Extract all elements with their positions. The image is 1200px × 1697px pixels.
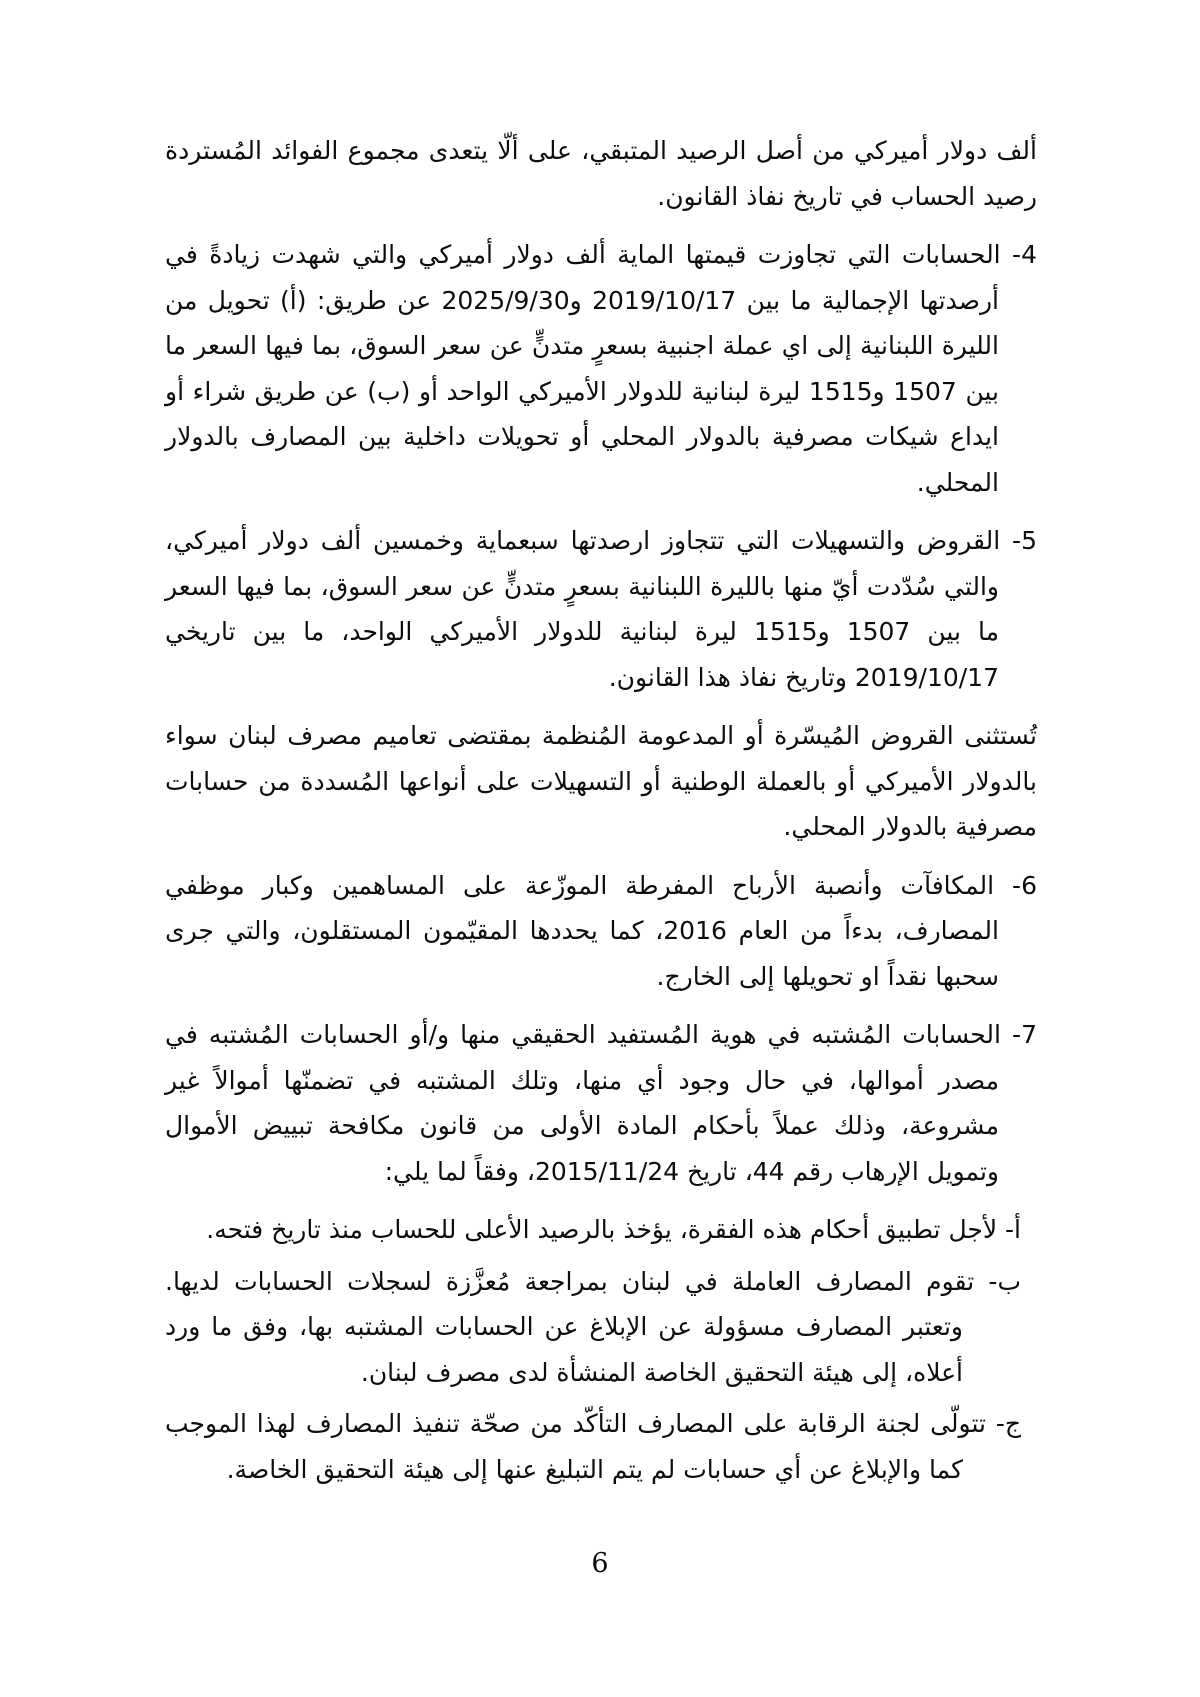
paragraph-exception: تُستثنى القروض المُيسّرة أو المدعومة المُنظمة بمقتضى تعاميم مصرف لبنان سواء بالدولار الأميركي أو بالعملة الوطنية أو التسهيلات على أنواعها المُسددة من حسابات مصرفية بالدولار المحلي. [165,721,1037,841]
sub-item-ba: ب- تقوم المصارف العاملة في لبنان بمراجعة مُعزَّزة لسجلات الحسابات لديها. وتعتبر المصارف مسؤولة عن الإبلاغ عن الحسابات المشتبه بها، وفق ما ورد أعلاه، إلى هيئة التحقيق الخاصة المنشأة لدى مصرف لبنان. [165,1266,1021,1387]
sub-item-alef: أ- لأجل تطبيق أحكام هذه الفقرة، يؤخذ بالرصيد الأعلى للحساب منذ تاريخ فتحه. [206,1215,1021,1244]
list-item-5: 5- القروض والتسهيلات التي تتجاوز ارصدتها سبعماية وخمسين ألف دولار أميركي، والتي سُدّدت أيّ منها بالليرة اللبنانية بسعرٍ متدنٍّ عن سعر السوق، بما فيها السعر ما بين 1507 و1515 ليرة لبنانية للدولار الأميركي الواحد، ما بين تاريخي 2019/10/17 وتاريخ نفاذ هذا القانون. [165,526,1037,692]
document-body [165,128,1037,1498]
page-number: 6 [591,1548,609,1579]
sub-item-jim: ج- تتولّى لجنة الرقابة على المصارف التأكّد من صحّة تنفيذ المصارف لهذا الموجب كما والإبلاغ عن أي حسابات لم يتم التبليغ عنها إلى هيئة التحقيق الخاصة. [165,1409,1021,1484]
list-item-7: 7- الحسابات المُشتبه في هوية المُستفيد الحقيقي منها و/أو الحسابات المُشتبه في مصدر أموالها، في حال وجود أي منها، وتلك المشتبه في تضمنّها أموالاً غير مشروعة، وذلك عملاً بأحكام المادة الأولى من قانون مكافحة تبييض الأموال وتمويل الإرهاب رقم 44، تاريخ 2015/11/24، وفقاً لما يلي: [165,1020,1037,1186]
list-item-4: 4- الحسابات التي تجاوزت قيمتها الماية ألف دولار أميركي والتي شهدت زيادةً في أرصدتها الإجمالية ما بين 2019/10/17 و2025/9/30 عن طريق: (أ) تحويل من الليرة اللبنانية إلى اي عملة اجنبية بسعرٍ متدنٍّ عن سعر السوق، بما فيها السعر ما بين 1507 و1515 ليرة لبنانية للدولار الأميركي الواحد أو (ب) عن طريق شراء أو ايداع شيكات مصرفية بالدولار المحلي أو تحويلات داخلية بين المصارف بالدولار المحلي. [165,240,1037,497]
paragraph-continuation: ألف دولار أميركي من أصل الرصيد المتبقي، على ألّا يتعدى مجموع الفوائد المُستردة رصيد الحساب في تاريخ نفاذ القانون. [165,136,1037,211]
list-item-6: 6- المكافآت وأنصبة الأرباح المفرطة الموزّعة على المساهمين وكبار موظفي المصارف، بدءاً من العام 2016، كما يحددها المقيّمون المستقلون، والتي جرى سحبها نقداً او تحويلها إلى الخارج. [165,870,1037,991]
